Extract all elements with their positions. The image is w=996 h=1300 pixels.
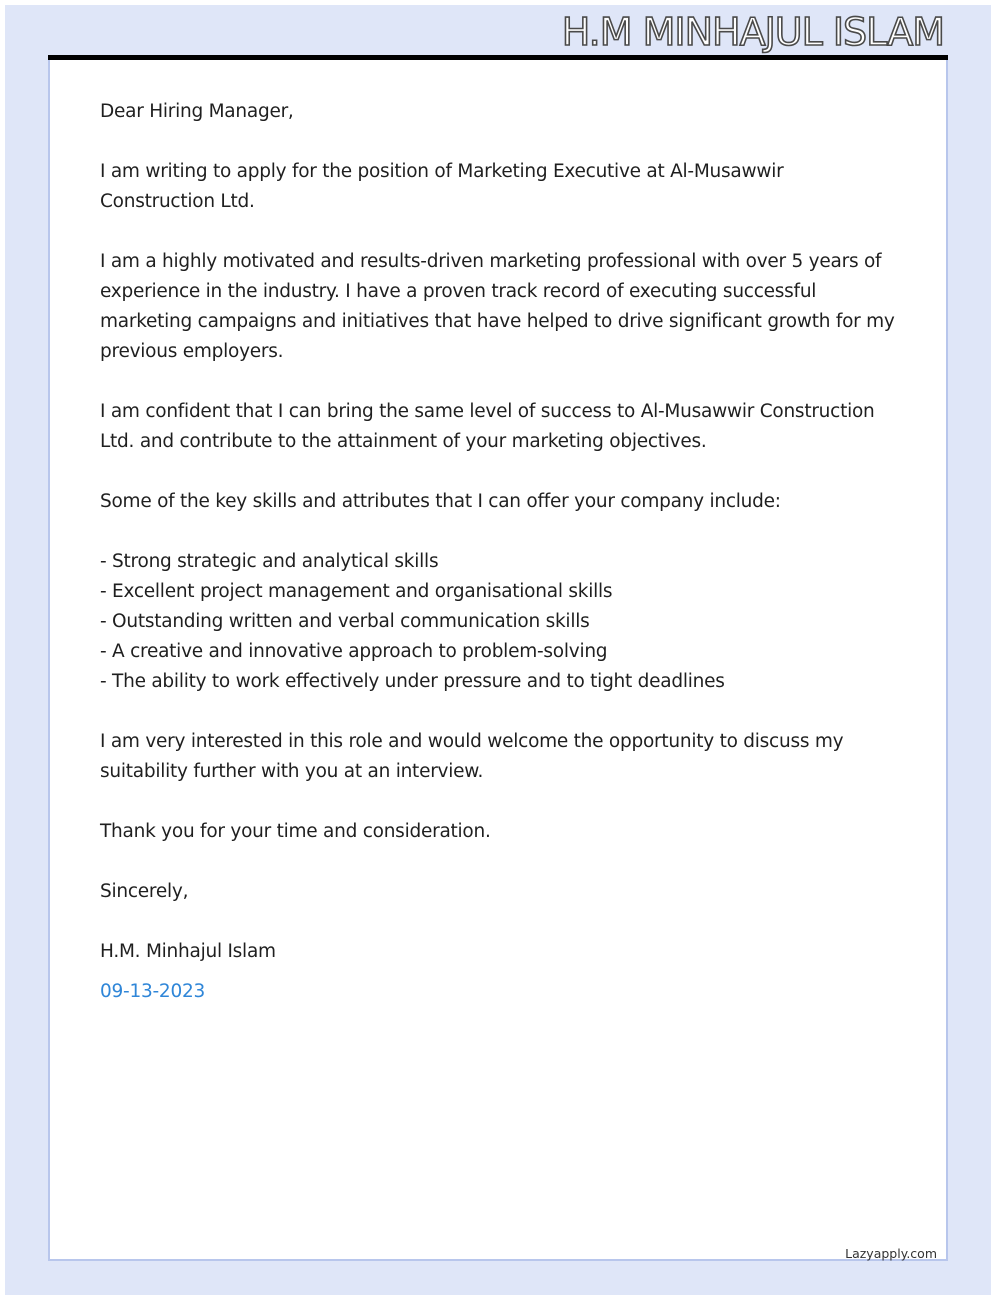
footer-brand: Lazyapply.com: [845, 1246, 937, 1261]
header-rule: [48, 55, 948, 60]
applicant-name-heading: H.M MINHAJUL ISLAM: [561, 10, 944, 54]
paragraph-thanks: Thank you for your time and consideration.: [100, 821, 491, 842]
skill-item: - Outstanding written and verbal communication skills: [100, 611, 590, 632]
paragraph-interest: I am very interested in this role and would welcome the opportunity to discuss my suitability further with you at an interview.: [100, 731, 844, 782]
paragraph-intro: I am writing to apply for the position of Marketing Executive at Al-Musawwir Construction Ltd.: [100, 161, 784, 212]
signature-name: H.M. Minhajul Islam: [100, 941, 276, 962]
salutation: Dear Hiring Manager,: [100, 101, 294, 122]
skill-item: - The ability to work effectively under pressure and to tight deadlines: [100, 671, 725, 692]
letter-date: 09-13-2023: [100, 981, 206, 1002]
skills-list: [100, 547, 900, 697]
skill-item: - A creative and innovative approach to problem-solving: [100, 641, 608, 662]
letter-body: [100, 97, 900, 1007]
signoff: Sincerely,: [100, 881, 189, 902]
paragraph-confidence: I am confident that I can bring the same level of success to Al-Musawwir Construction Ltd. and contribute to the attainment of your marketing objectives.: [100, 401, 875, 452]
paragraph-skills-intro: Some of the key skills and attributes that I can offer your company include:: [100, 491, 781, 512]
skill-item: - Excellent project management and organisational skills: [100, 581, 613, 602]
paragraph-experience: I am a highly motivated and results-driven marketing professional with over 5 years of experience in the industry. I have a proven track record of executing successful marketing campaigns and initiatives that have helped to drive significant growth for my previous employers.: [100, 251, 895, 362]
skill-item: - Strong strategic and analytical skills: [100, 551, 439, 572]
